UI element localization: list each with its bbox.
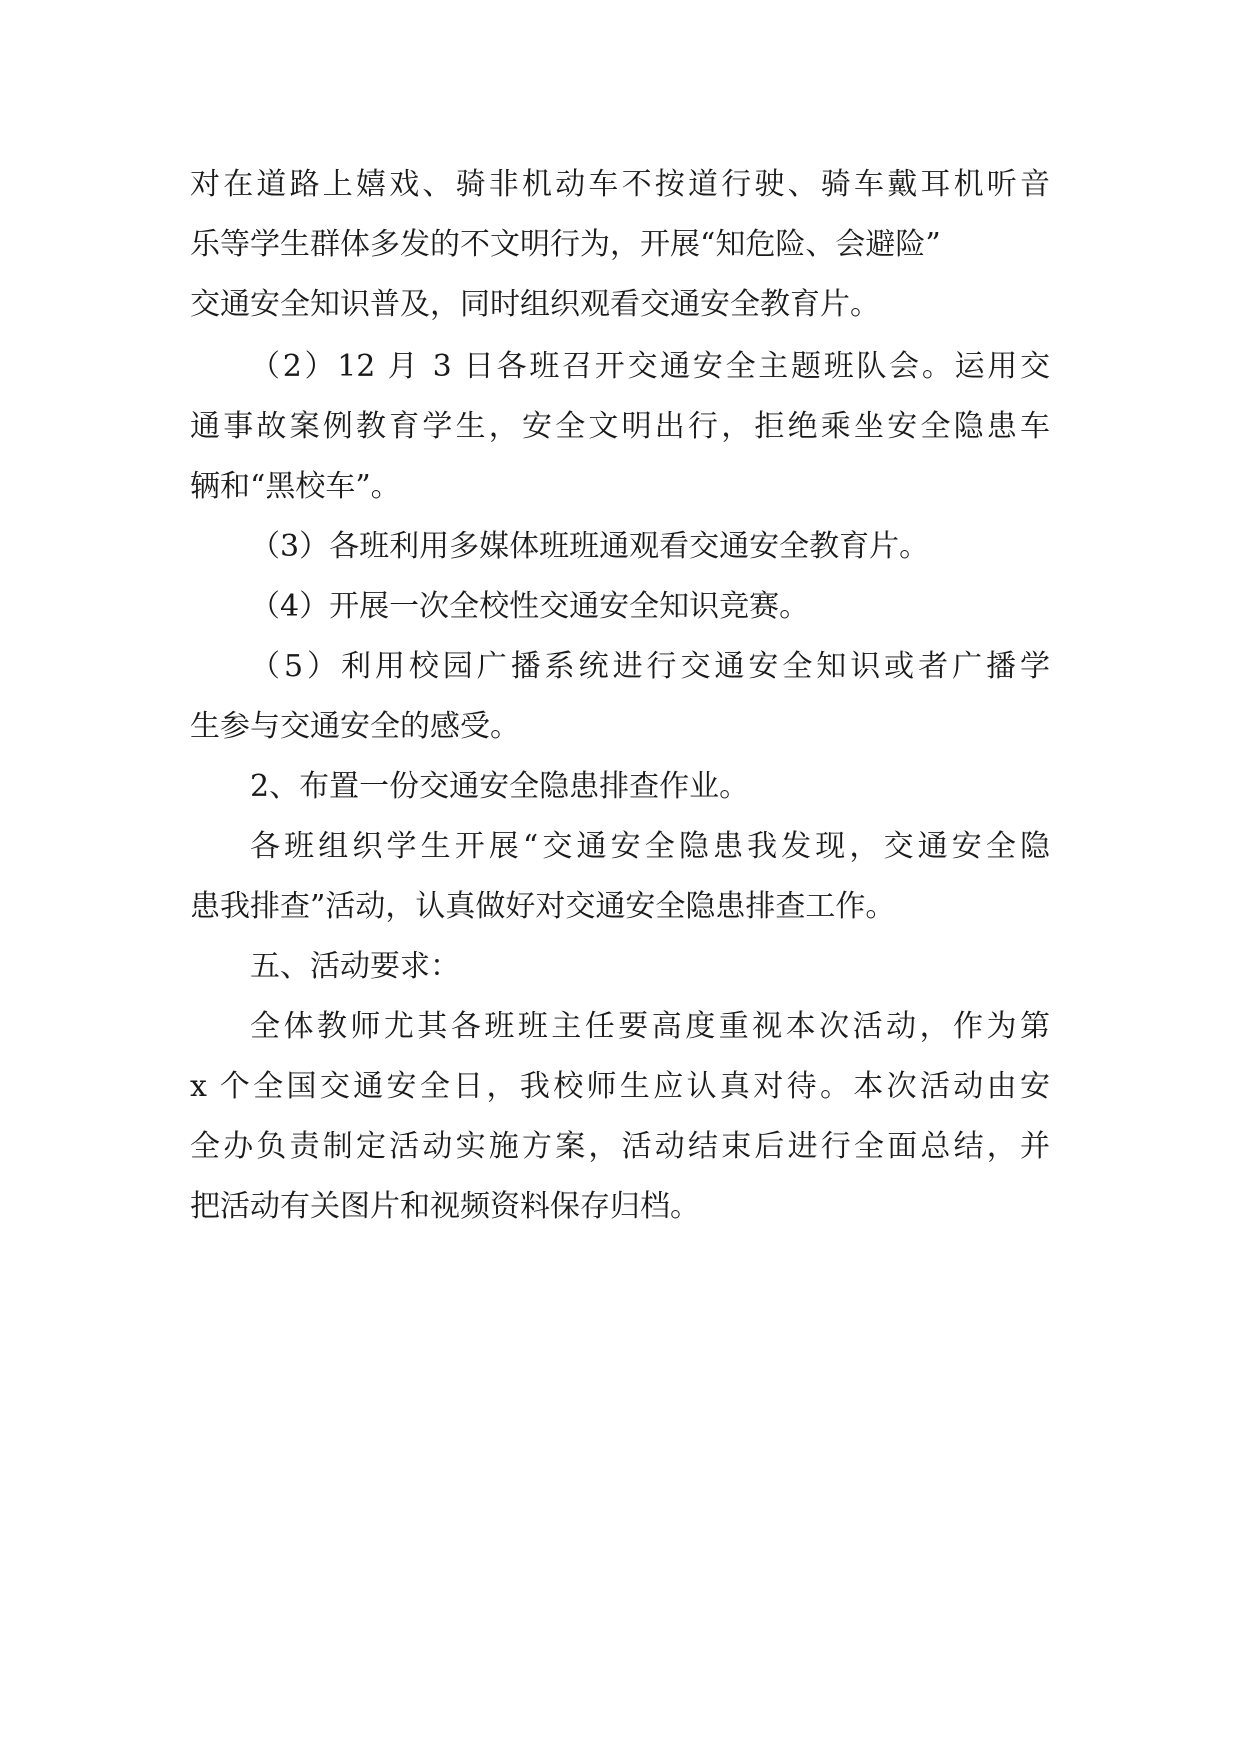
paragraph-line: 辆和“黑校车”。	[190, 469, 401, 504]
section-heading: 2、布置一份交通安全隐患排查作业。	[250, 769, 750, 804]
paragraph-line: （2）12 月 3 日各班召开交通安全主题班队会。运用交	[250, 349, 1050, 384]
paragraph-line: 对在道路上嬉戏、骑非机动车不按道行驶、骑车戴耳机听音	[190, 167, 1050, 202]
paragraph-line: 各班组织学生开展“交通安全隐患我发现，交通安全隐	[250, 829, 1050, 864]
paragraph-line: 乐等学生群体多发的不文明行为，开展“知危险、会避险”	[190, 227, 941, 262]
section-heading: 五、活动要求：	[250, 949, 460, 984]
paragraph-line: （5）利用校园广播系统进行交通安全知识或者广播学	[250, 649, 1050, 684]
paragraph-line: 全体教师尤其各班班主任要高度重视本次活动，作为第	[250, 1009, 1050, 1044]
paragraph-line: 把活动有关图片和视频资料保存归档。	[190, 1189, 700, 1224]
paragraph-line: x 个全国交通安全日，我校师生应认真对待。本次活动由安	[190, 1069, 1050, 1104]
paragraph-line: 生参与交通安全的感受。	[190, 709, 520, 744]
paragraph-line: 交通安全知识普及，同时组织观看交通安全教育片。	[190, 287, 880, 322]
paragraph-line: 患我排查”活动，认真做好对交通安全隐患排查工作。	[190, 889, 896, 924]
paragraph-line: 全办负责制定活动实施方案，活动结束后进行全面总结，并	[190, 1129, 1050, 1164]
paragraph-line: 通事故案例教育学生，安全文明出行，拒绝乘坐安全隐患车	[190, 409, 1050, 444]
paragraph-line: （4）开展一次全校性交通安全知识竞赛。	[250, 589, 810, 624]
paragraph-line: （3）各班利用多媒体班班通观看交通安全教育片。	[250, 529, 930, 564]
